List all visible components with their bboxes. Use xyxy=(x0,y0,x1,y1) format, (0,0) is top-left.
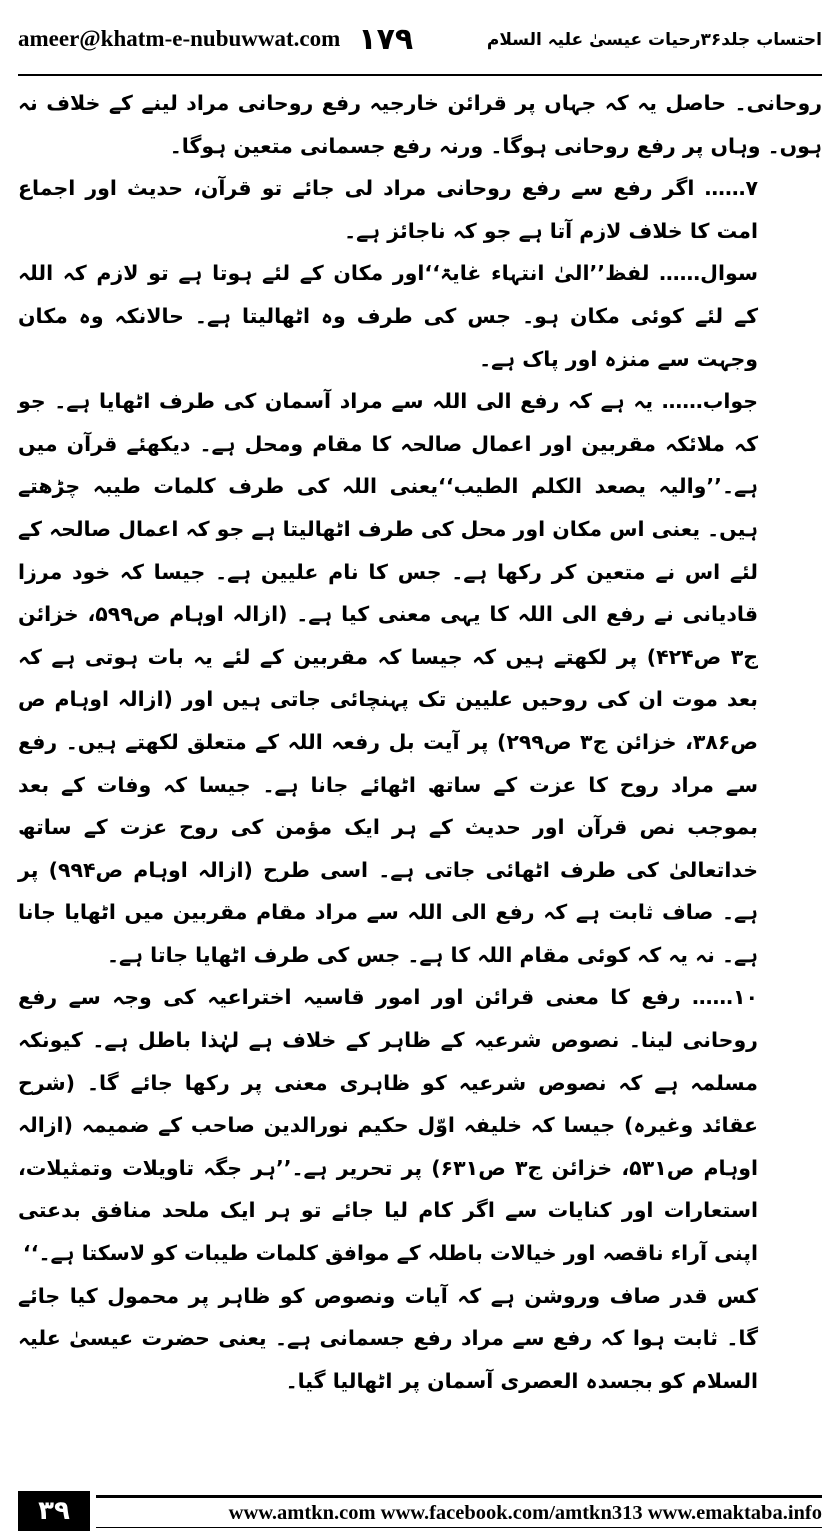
header-email: ameer@khatm-e-nubuwwat.com xyxy=(18,26,341,51)
paragraph-5: ۱۰…… رفع کا معنی قرائن اور امور قاسیہ اختراعیہ کی وجہ سے رفع روحانی لینا۔ نصوص شرعیہ کے ظاہر کے خلاف ہے لہٰذا باطل ہے۔ کیونکہ مسلمہ ہے کہ نصوص شرعیہ کو ظاہری معنی پر رکھا جائے گا۔ (شرح عقائد وغیرہ) جیسا کہ خلیفہ اوّل حکیم نورالدین صاحب کے ضمیمہ (ازالہ اوہام ص۵۳۱، خزائن ج۳ ص۶۳۱) پر تحریر ہے۔’’ہر جگہ تاویلات وتمثیلات، استعارات اور کنایات سے اگر کام لیا جائے تو ہر ایک ملحد منافق بدعتی اپنی آراء ناقصہ اور خیالات باطلہ کے موافق کلمات طیبات کو لاسکتا ہے۔‘‘ xyxy=(18,985,758,1266)
paragraph-2: ۷…… اگر رفع سے رفع روحانی مراد لی جائے تو قرآن، حدیث اور اجماع امت کا خلاف لازم آتا ہے جو کہ ناجائز ہے۔ xyxy=(18,176,758,243)
page-footer xyxy=(18,1488,822,1534)
page-header xyxy=(18,8,822,70)
header-left xyxy=(18,22,413,57)
paragraph-6: کس قدر صاف وروشن ہے کہ آیات ونصوص کو ظاہر پر محمول کیا جائے گا۔ ثابت ہوا کہ رفع سے مراد رفع جسمانی ہے۔ یعنی حضرت عیسیٰ علیہ السلام کو بجسدہ العصری آسمان پر اٹھالیا گیا۔ xyxy=(18,1283,758,1393)
header-rule xyxy=(18,74,822,76)
body-text xyxy=(18,82,822,1402)
header-title: احتساب جلد۳۶رحیات عیسیٰ علیہ السلام xyxy=(486,29,822,50)
header-page-number: ۱۷۹ xyxy=(358,21,414,57)
footer-links[interactable]: www.amtkn.com www.facebook.com/amtkn313 www.emaktaba.info xyxy=(96,1495,822,1528)
footer-page-number: ۳۹ xyxy=(18,1491,90,1531)
paragraph-3: سوال…… لفظ’’الیٰ انتہاء غایۃ‘‘اور مکان کے لئے ہوتا ہے تو لازم کہ اللہ کے لئے کوئی مکان ہو۔ جس کی طرف وہ اٹھالیتا ہے۔ حالانکہ وہ مکان وجہت سے منزہ اور پاک ہے۔ xyxy=(18,261,758,371)
paragraph-4: جواب…… یہ ہے کہ رفع الی اللہ سے مراد آسمان کی طرف اٹھایا ہے۔ جو کہ ملائکہ مقربین اور اعمال صالحہ کا مقام ومحل ہے۔ دیکھئے قرآن میں ہے۔’’والیہ یصعد الکلم الطیب‘‘یعنی اللہ کی طرف کلمات طیبہ چڑھتے ہیں۔ یعنی اس مکان اور محل کی طرف اٹھالیتا ہے جو کہ اعمال صالحہ کے لئے اس نے متعین کر رکھا ہے۔ جس کا نام علیین ہے۔ جیسا کہ خود مرزا قادیانی نے رفع الی اللہ کا یہی معنی کیا ہے۔ (ازالہ اوہام ص۵۹۹، خزائن ج۳ ص۴۲۴) پر لکھتے ہیں کہ جیسا کہ مقربین کے لئے یہ بات ہوتی ہے کہ بعد موت ان کی روحیں علیین تک پہنچائی جاتی ہیں اور (ازالہ اوہام ص ص۳۸۶، خزائن ج۳ ص۲۹۹) پر آیت بل رفعہ اللہ کے متعلق لکھتے ہیں۔ رفع سے مراد روح کا عزت کے ساتھ اٹھائے جانا ہے۔ جیسا کہ وفات کے بعد بموجب نص قرآن اور حدیث کے ہر ایک مؤمن کی روح عزت کے ساتھ خداتعالیٰ کی طرف اٹھائی جاتی ہے۔ اسی طرح (ازالہ اوہام ص۹۹۴) پر ہے۔ صاف ثابت ہے کہ رفع الی اللہ سے مراد مقام مقربین میں اٹھایا جانا ہے۔ نہ یہ کہ کوئی مقام اللہ کا ہے۔ جس کی طرف اٹھایا جاتا ہے۔ xyxy=(18,389,758,967)
paragraph-1: روحانی۔ حاصل یہ کہ جہاں پر قرائن خارجیہ رفع روحانی مراد لینے کے خلاف نہ ہوں۔ وہاں پر رفع روحانی ہوگا۔ ورنہ رفع جسمانی متعین ہوگا۔ xyxy=(18,91,822,158)
